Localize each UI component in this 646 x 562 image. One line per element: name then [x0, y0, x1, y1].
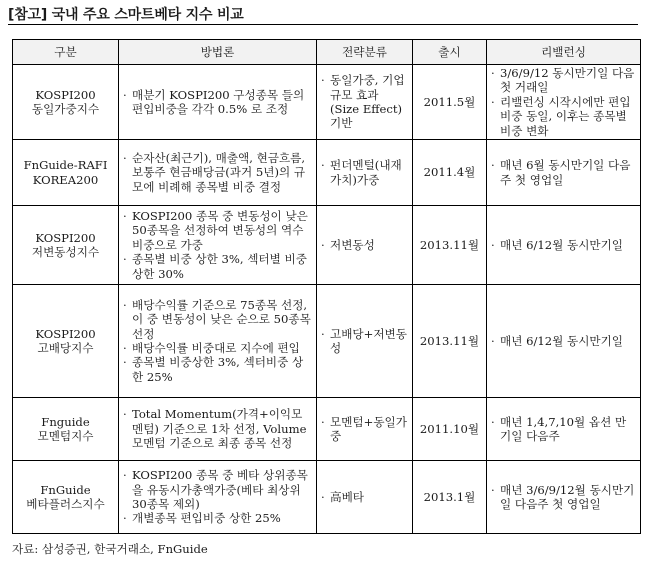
methodology-cell — [119, 206, 317, 285]
index-name-line: 모멘텀지수 — [37, 429, 94, 444]
methodology-item: · 매분기 KOSPI200 구성종목 들의 편입비중을 각각 0.5% 로 조정 — [123, 88, 312, 117]
methodology-item: · KOSPI200 종목 중 베타 상위종목을 유동시가총액가중(베타 최상위 30종목 제외) — [123, 468, 312, 511]
strategy-item: · 高베타 — [321, 490, 408, 504]
index-name-cell — [13, 398, 119, 461]
strategy-item: · 동일가중, 기업규모 효과 (Size Effect) 기반 — [321, 73, 408, 131]
methodology-item: · 배당수익률 비중대로 지수에 편입 — [123, 341, 312, 355]
strategy-cell — [317, 65, 413, 140]
strategy-cell — [317, 398, 413, 461]
launch-cell: 2011.4월 — [413, 140, 487, 206]
rebalancing-cell — [487, 140, 641, 206]
index-name-cell — [13, 206, 119, 285]
table-row — [13, 461, 641, 534]
index-name-line: 동일가중지수 — [31, 102, 100, 117]
launch-cell: 2013.11월 — [413, 206, 487, 285]
rebalancing-item: · 매년 6/12월 동시만기일 — [491, 334, 636, 348]
index-name-cell — [13, 285, 119, 398]
strategy-item: · 모멘텀+동일가중 — [321, 415, 408, 444]
strategy-item: · 펀더멘털(내재가치)가중 — [321, 158, 408, 187]
header-launch: 출시 — [413, 40, 487, 65]
methodology-cell — [119, 461, 317, 534]
index-name-cell — [13, 65, 119, 140]
index-name-line: 저변동성지수 — [31, 245, 100, 260]
source-note: 자료: 삼성증권, 한국거래소, FnGuide — [12, 542, 208, 556]
index-name-cell — [13, 140, 119, 206]
rebalancing-cell — [487, 65, 641, 140]
launch-cell: 2013.1월 — [413, 461, 487, 534]
rebalancing-cell — [487, 206, 641, 285]
methodology-cell — [119, 285, 317, 398]
strategy-item: · 저변동성 — [321, 238, 408, 252]
rebalancing-item: · 매년 6/12월 동시만기일 — [491, 238, 636, 252]
launch-cell: 2013.11월 — [413, 285, 487, 398]
table-header-row — [13, 40, 641, 65]
index-name-line: 고배당지수 — [37, 341, 94, 356]
page-title: [참고] 국내 주요 스마트베타 지수 비교 — [8, 7, 244, 23]
rebalancing-cell — [487, 285, 641, 398]
header-category: 구분 — [13, 40, 119, 65]
title-underline — [8, 24, 638, 25]
rebalancing-item: · 리밸런싱 시작시에만 편입비중 동일, 이후는 종목별 비중 변화 — [491, 95, 636, 138]
methodology-cell — [119, 65, 317, 140]
rebalancing-item: · 매년 6월 동시만기일 다음주 첫 영업일 — [491, 158, 636, 187]
launch-cell: 2011.5월 — [413, 65, 487, 140]
header-strategy: 전략분류 — [317, 40, 413, 65]
index-name-line: FnGuide-RAFI — [23, 158, 108, 173]
methodology-item: · 순자산(최근기), 매출액, 현금흐름, 보통주 현금배당금(과거 5년)의 규모에 비례해 종목별 비중 결정 — [123, 151, 312, 194]
methodology-item: · Total Momentum(가격+이익모멘텀) 기준으로 1차 선정, Volume 모멘텀 기준으로 최종 종목 선정 — [123, 407, 312, 450]
methodology-item: · 종목별 비중상한 3%, 섹터비중 상한 25% — [123, 355, 312, 384]
index-name-line: KOSPI200 — [35, 230, 96, 245]
table-row — [13, 65, 641, 140]
methodology-item: · KOSPI200 종목 중 변동성이 낮은 50종목을 선정하여 변동성의 역수 비중으로 가중 — [123, 209, 312, 252]
methodology-cell — [119, 140, 317, 206]
strategy-item: · 고배당+저변동성 — [321, 327, 408, 356]
index-name-line: KOSPI200 — [35, 87, 96, 102]
smart-beta-comparison-table — [12, 39, 641, 534]
table-row — [13, 206, 641, 285]
index-name-line: 베타플러스지수 — [26, 497, 105, 512]
strategy-cell — [317, 140, 413, 206]
rebalancing-cell — [487, 398, 641, 461]
methodology-item: · 개별종목 편입비중 상한 25% — [123, 511, 312, 525]
rebalancing-item: · 매년 1,4,7,10월 옵션 만기일 다음주 — [491, 415, 636, 444]
rebalancing-item: · 매년 3/6/9/12월 동시만기일 다음주 첫 영업일 — [491, 483, 636, 512]
launch-cell: 2011.10월 — [413, 398, 487, 461]
strategy-cell — [317, 285, 413, 398]
table-row — [13, 285, 641, 398]
header-rebalancing: 리밸런싱 — [487, 40, 641, 65]
index-name-cell — [13, 461, 119, 534]
table-row — [13, 140, 641, 206]
strategy-cell — [317, 206, 413, 285]
index-name-line: Fnguide — [41, 414, 90, 429]
header-methodology: 방법론 — [119, 40, 317, 65]
index-name-line: FnGuide — [40, 482, 91, 497]
index-name-line: KOSPI200 — [35, 326, 96, 341]
index-name-line: KOREA200 — [32, 172, 99, 187]
strategy-cell — [317, 461, 413, 534]
methodology-item: · 종목별 비중 상한 3%, 섹터별 비중 상한 30% — [123, 252, 312, 281]
rebalancing-cell — [487, 461, 641, 534]
table-row — [13, 398, 641, 461]
rebalancing-item: · 3/6/9/12 동시만기일 다음 첫 거래일 — [491, 66, 636, 95]
methodology-item: · 배당수익률 기준으로 75종목 선정, 이 중 변동성이 낮은 순으로 50종목 선정 — [123, 298, 312, 341]
methodology-cell — [119, 398, 317, 461]
